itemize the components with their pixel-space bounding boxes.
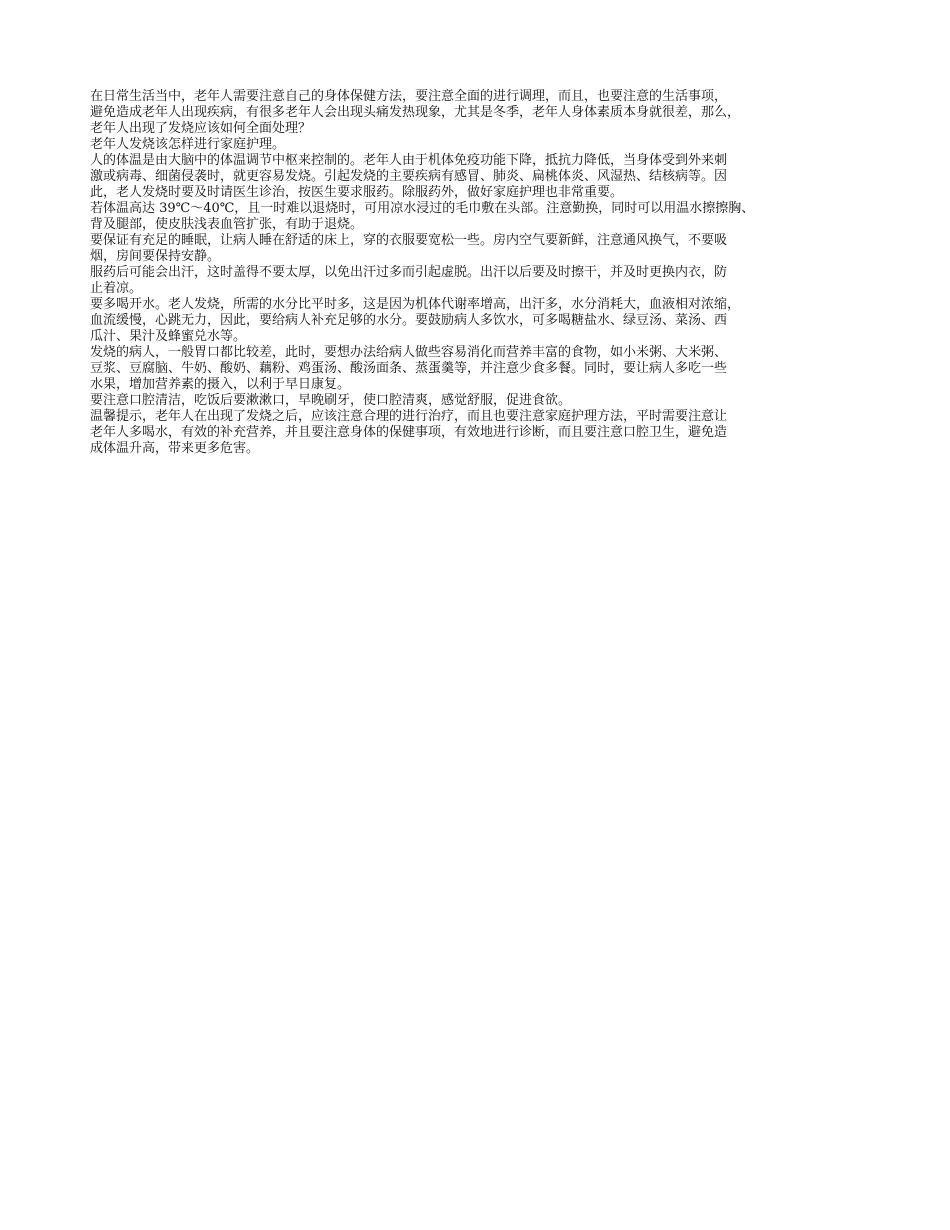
paragraph-body-temperature: 人的体温是由大脑中的体温调节中枢来控制的。老年人由于机体免疫功能下降，抵抗力降低，当身体受到外来刺 激或病毒、细菌侵袭时，就更容易发烧。引起发烧的主要疾病有感冒、肺炎、扁桃体炎、风湿热、结核病等。因 此，老人发烧时要及时请医生诊治，按医生要求服药。除服药外，做好家庭护理也非常重要。 xyxy=(90,153,728,200)
paragraph-sleep: 要保证有充足的睡眠，让病人睡在舒适的床上，穿的衣服要宽松一些。房内空气要新鲜，注意通风换气，不要吸 烟，房间要保持安静。 xyxy=(90,233,728,264)
paragraph-oral-hygiene: 要注意口腔清洁，吃饭后要漱漱口，早晚刷牙，使口腔清爽，感觉舒服，促进食欲。 xyxy=(90,393,572,408)
paragraph-tip: 温馨提示，老年人在出现了发烧之后，应该注意合理的进行治疗，而且也要注意家庭护理方法，平时需要注意让 老年人多喝水，有效的补充营养，并且要注意身体的保健事项，有效地进行诊断，而且要注意口腔卫生，避免造 成体温升高，带来更多危害。 xyxy=(90,409,728,456)
paragraph-diet: 发烧的病人，一般胃口都比较差，此时，要想办法给病人做些容易消化而营养丰富的食物，如小米粥、大米粥、 豆浆、豆腐脑、牛奶、酸奶、藕粉、鸡蛋汤、酸汤面条、蒸蛋羹等，并注意少食多餐。同时，要让病人多吃一些 水果，增加营养素的摄入，以利于早日康复。 xyxy=(90,345,728,392)
document-body xyxy=(90,89,880,457)
paragraph-cooling: 若体温高达 39℃～40℃，且一时难以退烧时，可用凉水浸过的毛巾敷在头部。注意勤换，同时可以用温水擦擦胸、 背及腿部，使皮肤浅表血管扩张，有助于退烧。 xyxy=(90,201,755,232)
paragraph-intro: 在日常生活当中，老年人需要注意自己的身体保健方法，要注意全面的进行调理，而且，也要注意的生活事项， 避免造成老年人出现疾病，有很多老年人会出现头痛发热现象，尤其是冬季，老年人身体素质本身就很差，那么， 老年人出现了发烧应该如何全面处理？ xyxy=(90,89,741,136)
paragraph-heading-home-care: 老年人发烧该怎样进行家庭护理。 xyxy=(90,137,286,152)
paragraph-drink-water: 要多喝开水。老人发烧，所需的水分比平时多，这是因为机体代谢率增高，出汗多，水分消耗大，血液相对浓缩， 血流缓慢，心跳无力，因此，要给病人补充足够的水分。要鼓励病人多饮水，可多喝糖盐水、绿豆汤、菜汤、西 瓜汁、果汁及蜂蜜兑水等。 xyxy=(90,297,741,344)
paragraph-sweating: 服药后可能会出汗，这时盖得不要太厚，以免出汗过多而引起虚脱。出汗以后要及时擦干，并及时更换内衣，防 止着凉。 xyxy=(90,265,728,296)
